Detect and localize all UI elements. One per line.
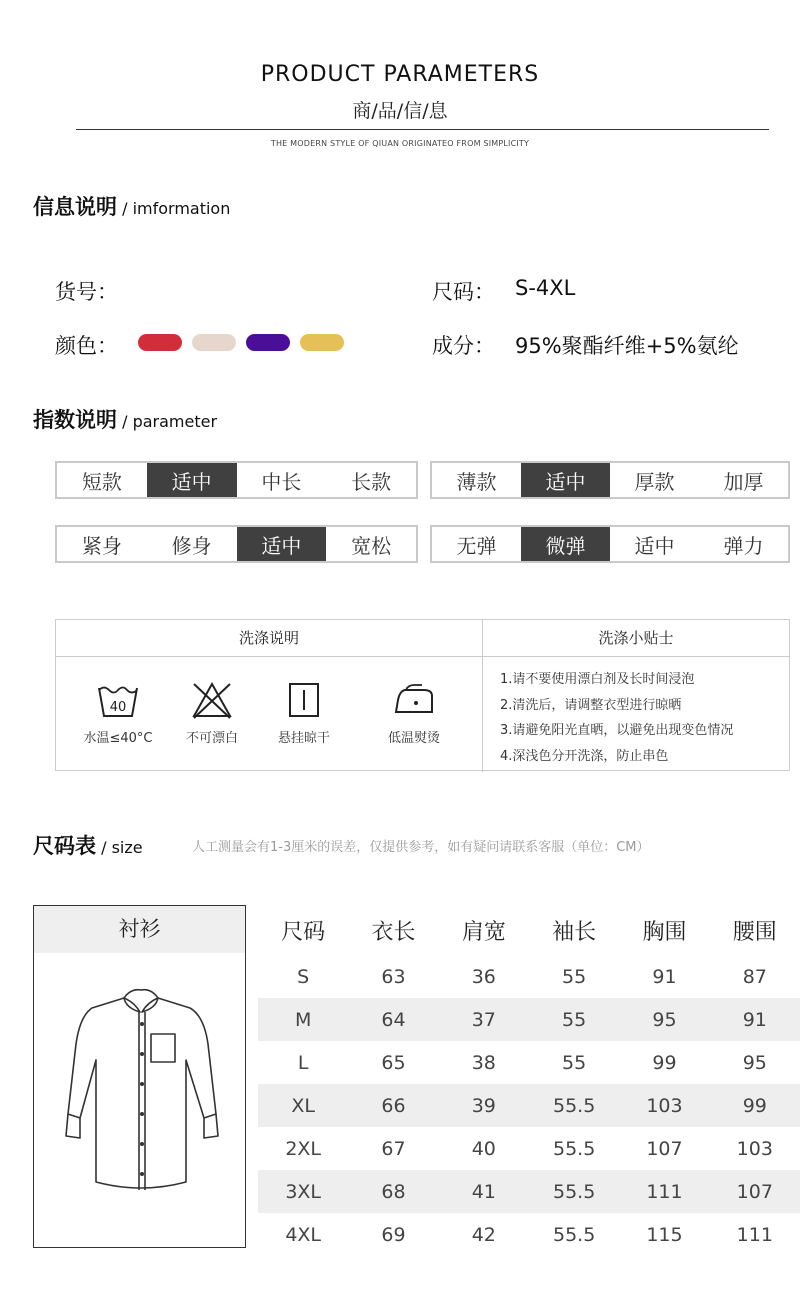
table-cell: 55 (562, 965, 587, 988)
column-header: 胸围 (642, 919, 687, 945)
elasticity-scale (430, 525, 790, 563)
table-cell: S (297, 965, 310, 988)
hang-dry-icon (282, 678, 326, 722)
wash-tip: 3.请避免阳光直晒，以避免出现变色情况 (500, 723, 734, 738)
table-cell: 111 (736, 1223, 773, 1246)
wash-40-icon (96, 678, 140, 722)
column-header: 衣长 (371, 919, 416, 945)
size-heading-cn: 尺码表 (33, 834, 96, 858)
info-heading (33, 191, 230, 221)
scale-option: 无弹 (456, 533, 497, 558)
table-cell: M (294, 1008, 312, 1031)
table-cell: 69 (381, 1223, 406, 1246)
scale-option: 修身 (171, 533, 212, 558)
table-cell: 95 (742, 1051, 767, 1074)
page-title-en: PRODUCT PARAMETERS (260, 62, 540, 87)
table-cell: 107 (646, 1137, 683, 1160)
size-value: S-4XL (515, 276, 576, 300)
table-row (258, 1213, 800, 1256)
size-table (258, 905, 800, 1256)
table-cell: 55 (562, 1051, 587, 1074)
info-heading-en: / imformation (117, 199, 231, 218)
table-cell: 41 (471, 1180, 496, 1203)
table-cell: 66 (381, 1094, 406, 1117)
color-swatch-beige (192, 334, 236, 351)
table-cell: 2XL (285, 1137, 322, 1160)
table-cell: 63 (381, 965, 406, 988)
page-subtitle: THE MODERN STYLE OF QIUAN ORIGINATEO FROM SIMPLICITY (270, 139, 530, 148)
color-swatch-red (138, 334, 182, 351)
scale-option: 薄款 (456, 469, 497, 494)
table-cell: 103 (646, 1094, 683, 1117)
wash-tip: 2.清洗后，请调整衣型进行晾晒 (500, 698, 682, 713)
table-cell: 65 (381, 1051, 406, 1074)
wash-tips-title: 洗涤小贴士 (483, 620, 789, 657)
size-heading (33, 830, 143, 860)
table-row (258, 1170, 800, 1213)
table-cell: 111 (646, 1180, 683, 1203)
table-row (258, 1084, 800, 1127)
wash-panel-divider (482, 620, 483, 772)
no-bleach-icon (190, 678, 234, 722)
scale-option: 弹力 (723, 533, 764, 558)
color-swatch-yellow (300, 334, 344, 351)
table-cell: 55.5 (552, 1137, 596, 1160)
column-header: 袖长 (552, 919, 597, 945)
table-header (258, 905, 800, 955)
wash-label: 不可漂白 (185, 731, 238, 746)
table-cell: 107 (736, 1180, 773, 1203)
table-cell: 68 (381, 1180, 406, 1203)
scale-option: 加厚 (723, 469, 764, 494)
table-cell: 103 (736, 1137, 773, 1160)
wash-label: 水温≤40°C (83, 731, 153, 746)
size-note: 人工测量会有1-3厘米的误差，仅提供参考，如有疑问请联系客服（单位：CM） (192, 840, 650, 855)
scale-option: 适中 (634, 533, 675, 558)
wash-tip: 1.请不要使用漂白剂及长时间浸泡 (500, 672, 695, 687)
shirt-icon (54, 984, 229, 1199)
garment-box (33, 905, 246, 1248)
garment-name: 衬衫 (34, 906, 245, 953)
table-row (258, 1041, 800, 1084)
wash-temp-number: 40 (109, 700, 127, 715)
table-row (258, 1127, 800, 1170)
wash-label: 悬挂晾干 (277, 731, 330, 746)
column-header: 肩宽 (461, 919, 506, 945)
table-cell: 91 (652, 965, 677, 988)
table-cell: XL (291, 1094, 315, 1117)
table-cell: 91 (742, 1008, 767, 1031)
table-cell: 64 (381, 1008, 406, 1031)
column-header: 腰围 (732, 919, 777, 945)
size-heading-en: / size (96, 838, 143, 857)
column-header: 尺码 (281, 919, 326, 945)
material-value: 95%聚酯纤维+5%氨纶 (515, 334, 739, 358)
table-cell: 55.5 (552, 1180, 596, 1203)
material-label: 成分： (432, 334, 495, 358)
table-cell: 95 (652, 1008, 677, 1031)
scale-option: 长款 (351, 469, 392, 494)
table-cell: L (297, 1051, 309, 1074)
table-cell: 55.5 (552, 1094, 596, 1117)
low-iron-icon (392, 678, 436, 722)
scale-option: 适中 (147, 463, 237, 497)
table-cell: 115 (646, 1223, 683, 1246)
table-cell: 99 (652, 1051, 677, 1074)
table-cell: 4XL (285, 1223, 322, 1246)
params-heading-en: / parameter (117, 412, 218, 431)
table-cell: 87 (742, 965, 767, 988)
scale-option: 适中 (237, 527, 327, 561)
scale-option: 宽松 (351, 533, 392, 558)
table-cell: 42 (471, 1223, 496, 1246)
params-heading-cn: 指数说明 (33, 408, 117, 432)
wash-tip: 4.深浅色分开洗涤，防止串色 (500, 749, 669, 764)
params-heading (33, 404, 217, 434)
color-swatch-purple (246, 334, 290, 351)
scale-option: 中长 (261, 469, 302, 494)
table-cell: 55 (562, 1008, 587, 1031)
table-row (258, 955, 800, 998)
scale-option: 适中 (521, 463, 610, 497)
wash-panel (55, 619, 790, 771)
length-scale (55, 461, 418, 499)
scale-option: 短款 (81, 469, 122, 494)
fit-scale (55, 525, 418, 563)
table-cell: 99 (742, 1094, 767, 1117)
scale-option: 厚款 (634, 469, 675, 494)
wash-label: 低温熨烫 (387, 731, 440, 746)
title-divider (76, 129, 769, 130)
size-label: 尺码： (432, 280, 495, 304)
table-cell: 38 (471, 1051, 496, 1074)
table-cell: 67 (381, 1137, 406, 1160)
table-cell: 37 (471, 1008, 496, 1031)
table-cell: 3XL (285, 1180, 322, 1203)
wash-instructions-title: 洗涤说明 (56, 620, 482, 657)
info-heading-cn: 信息说明 (33, 195, 117, 219)
thickness-scale (430, 461, 790, 499)
table-cell: 40 (471, 1137, 496, 1160)
table-row (258, 998, 800, 1041)
table-cell: 55.5 (552, 1223, 596, 1246)
color-label: 颜色： (55, 334, 118, 358)
item-number-label: 货号： (55, 280, 118, 304)
table-cell: 36 (471, 965, 496, 988)
scale-option: 紧身 (81, 533, 122, 558)
page-title-cn: 商/品/信/息 (352, 100, 448, 122)
table-cell: 39 (471, 1094, 496, 1117)
scale-option: 微弹 (521, 527, 610, 561)
